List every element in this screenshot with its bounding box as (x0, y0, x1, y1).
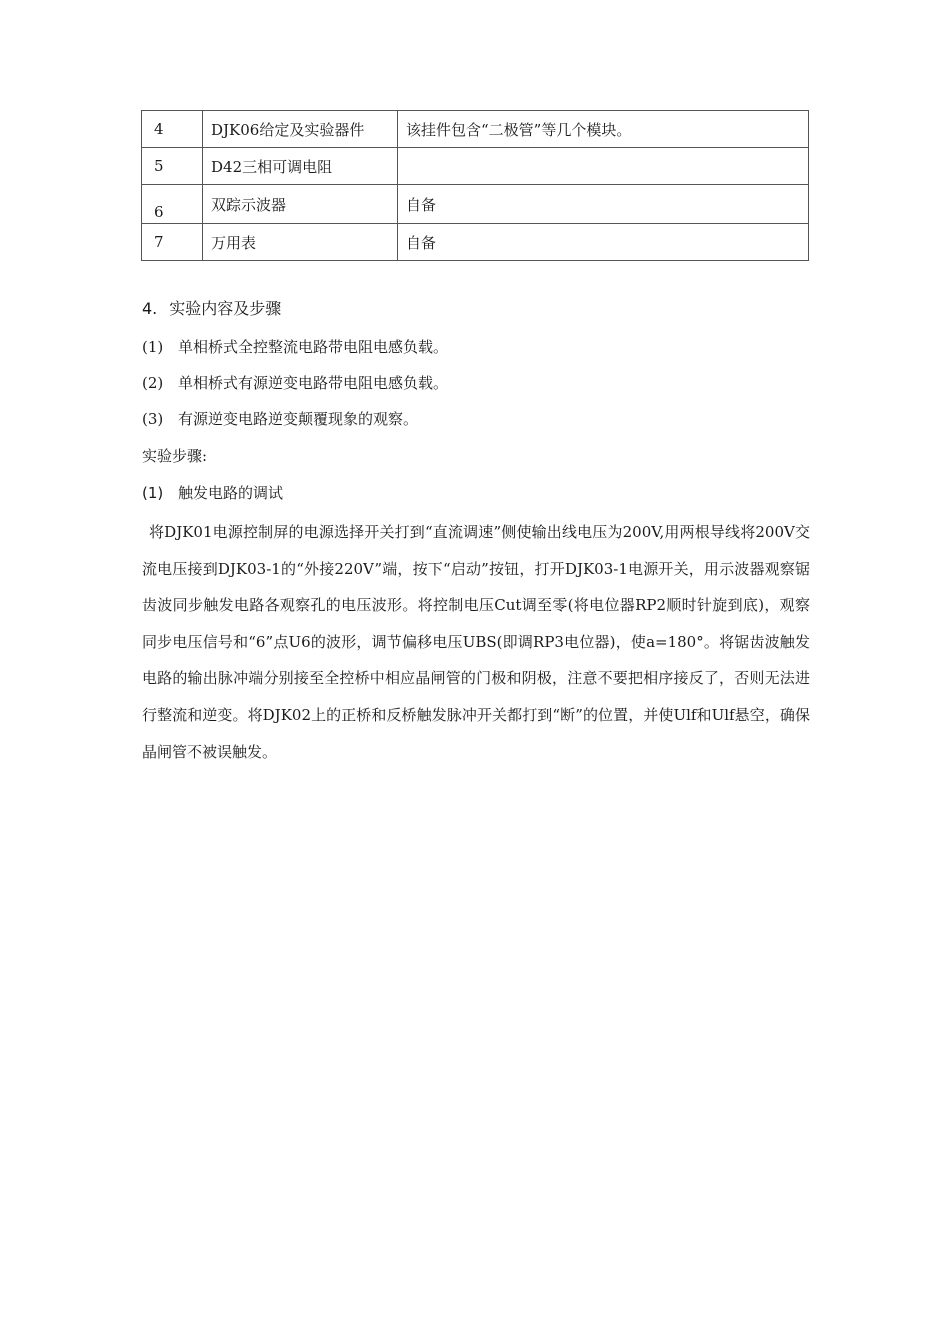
equipment-note: 自备 (398, 185, 809, 224)
table-row (142, 111, 809, 148)
row-number: 7 (142, 224, 203, 261)
item-text: 有源逆变电路逆变颠覆现象的观察。 (178, 410, 419, 428)
row-number: 5 (142, 148, 203, 185)
section-heading (142, 296, 281, 319)
step-title: 触发电路的调试 (178, 484, 284, 502)
step-paragraph: 将DJK01电源控制屏的电源选择开关打到“直流调速”侧使输出线电压为200V,用两根导线将200V交流电压接到DJK03-1的“外接220V”端，按下“启动”按钮，打开DJK03-1电源开关，用示波器观察锯齿波同步触发电路各观察孔的电压波形。将控制电压Cut调至零(将电位器RP2顺时针旋到底)，观察同步电压信号和“6”点U6的波形，调节偏移电压UBS(即调RP3电位器)，使a=180°。将锯齿波触发电路的输出脉冲端分别接至全控桥中相应晶闸管的门极和阴极，注意不要把相序接反了，否则无法进行整流和逆变。将DJK02上的正桥和反桥触发脉冲开关都打到“断”的位置，并使Ulf和Ulf悬空，确保晶闸管不被误触发。 (142, 523, 810, 761)
item-text: 单相桥式全控整流电路带电阻电感负载。 (178, 338, 449, 356)
table-row (142, 224, 809, 261)
equipment-name: 双踪示波器 (203, 185, 398, 224)
list-item (142, 336, 448, 357)
item-text: 单相桥式有源逆变电路带电阻电感负载。 (178, 374, 449, 392)
item-label: (1) (142, 338, 164, 356)
equipment-note: 自备 (398, 224, 809, 261)
steps-heading: 实验步骤: (142, 447, 208, 465)
equipment-name: DJK06给定及实验器件 (203, 111, 398, 148)
row-number: 4 (142, 111, 203, 148)
step-heading (142, 482, 283, 503)
item-label: (2) (142, 374, 164, 392)
equipment-note: 该挂件包含“二极管”等几个模块。 (398, 111, 809, 148)
equipment-name: 万用表 (203, 224, 398, 261)
row-number: 6 (142, 185, 203, 224)
table-row (142, 148, 809, 185)
table-row (142, 185, 809, 224)
equipment-table (141, 110, 809, 261)
equipment-name: D42三相可调电阻 (203, 148, 398, 185)
equipment-note (398, 148, 809, 185)
section-title: 实验内容及步骤 (169, 299, 282, 318)
item-label: (3) (142, 410, 164, 428)
step-label: (1) (142, 484, 164, 502)
section-number: 4. (142, 299, 158, 318)
list-item (142, 372, 448, 393)
list-item (142, 408, 418, 429)
